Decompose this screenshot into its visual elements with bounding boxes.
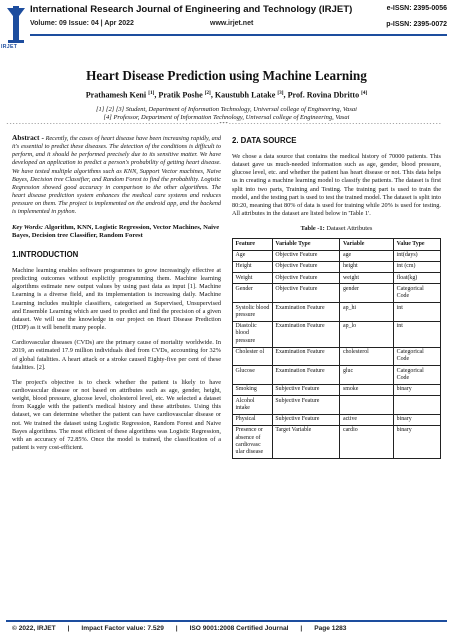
table-row	[233, 396, 441, 415]
table-cell: Categorical Code	[394, 284, 441, 303]
table-row	[233, 425, 441, 458]
table-cell: Diastolic blood pressure	[233, 321, 273, 347]
table-cell: gluc	[340, 366, 394, 385]
right-column	[232, 134, 441, 459]
table-row	[233, 414, 441, 425]
table-cell: Objective Feature	[272, 250, 340, 261]
table-cell: active	[340, 414, 394, 425]
table-cell: Gender	[233, 284, 273, 303]
affiliation-professor: [4] Professor, Department of Information Technology, Universal college of Engineering, Vasai	[103, 114, 350, 121]
table-cell: binary	[394, 425, 441, 458]
table-cell: Examination Feature	[272, 321, 340, 347]
column-header-feature: Feature	[233, 239, 273, 250]
section-heading-introduction: 1.INTRODUCTION	[12, 249, 79, 259]
table-cell: Subjective Feature	[272, 384, 340, 395]
abstract-label: Abstract -	[12, 133, 44, 142]
footer-page-number: Page 1283	[314, 625, 347, 632]
footer-rule	[6, 620, 447, 622]
table-cell	[340, 396, 394, 415]
table-cell: float(kg)	[394, 273, 441, 284]
table-row	[233, 261, 441, 272]
table-cell: weight	[340, 273, 394, 284]
dataset-attributes-table	[232, 238, 441, 459]
table-cell: height	[340, 261, 394, 272]
footer-divider: |	[67, 625, 70, 632]
irjet-logo-icon	[6, 4, 26, 48]
table-cell: binary	[394, 384, 441, 395]
table-cell: gender	[340, 284, 394, 303]
logo-text: IRJET	[1, 44, 18, 50]
intro-paragraph: Cardiovascular diseases (CVDs) are the primary cause of mortality worldwide. In 2019, an estimated 17.9 million individuals died from CVDs, accounting for 32% of global fatalities. A heart attack or a stroke caused Eighty-five per cent of these fatalities. [2].	[12, 339, 221, 371]
table-cell: Smoking	[233, 384, 273, 395]
keywords	[12, 224, 221, 240]
table-row	[233, 347, 441, 366]
table-cell: smoke	[340, 384, 394, 395]
table-cell: Alcohol intake	[233, 396, 273, 415]
table-cell: int (cm)	[394, 261, 441, 272]
table-cell: Objective Feature	[272, 261, 340, 272]
intro-paragraph: Machine learning enables software programmes to grow increasingly effective at predicting outcomes without explicitly programming them. Machine learning algorithms estimate new output values by using past data as input [1]. Machine Learning is a diverse field, and its implementation is increasing daily. Machine Learning includes multiple classifiers, categorised as Supervised, Unsupervised and Ensemble Learning which are used to predict and find the precision of a given dataset. We will use the knowledge in our project on Heart Disease Prediction (HDP) as it will benefit many people.	[12, 266, 221, 332]
table-cell: ap_lo	[340, 321, 394, 347]
table-cell: Physical	[233, 414, 273, 425]
data-source-paragraph: We chose a data source that contains the medical history of 70000 patients. This dataset gave us much-needed information such as age, gender, blood pressure, glucose level, etc. and whether the patient has heart disease or not. This data helps us in creating a machine learning model to classify the patients. The dataset is first split into two parts, Training and Testing. The training part is used to train the model, and the testing part is used to test the trained model. The dataset is split into 80:20, meaning that 80% of data is used for training while 20% is used for testing. All attributes in the dataset are listed below in 'Table 1'.	[232, 153, 441, 218]
table-row	[233, 384, 441, 395]
column-header-variable-type: Variable Type	[272, 239, 340, 250]
intro-paragraph: The project's objective is to check whether the patient is likely to have cardiovascular disease or not based on attributes such as age, gender, height, weight, blood pressure, glucose level, cholesterol level, etc. We selected a dataset from Kaggle with the patient's medical history and these attributes. Using this dataset, we can determine whether the patient can have cardiovascular disease or not. We trained the dataset using Logistic Regression, Random Forest and Naive Bayes algorithms. The most efficient of these algorithms was Logistic Regression, with an accuracy of 72.85%. Once the model is trained, the classification of a patient is very cost-efficient.	[12, 378, 221, 452]
table-cell: Examination Feature	[272, 366, 340, 385]
authors: Prathamesh Keni [1], Pratik Poshe [2], Kaustubh Latake [3], Prof. Rovina Dbritto [4]	[85, 90, 368, 100]
table-row	[233, 321, 441, 347]
abstract	[12, 134, 221, 217]
footer-impact-factor: Impact Factor value: 7.529	[81, 625, 164, 632]
section-heading-data-source: 2. DATA SOURCE	[232, 136, 297, 145]
header-rule	[30, 34, 447, 36]
table-row	[233, 273, 441, 284]
table-cell: int(days)	[394, 250, 441, 261]
volume-issue: Volume: 09 Issue: 04 | Apr 2022	[30, 20, 134, 27]
table-cell	[394, 396, 441, 415]
eissn: e-ISSN: 2395-0056	[386, 5, 447, 12]
table-cell: Objective Feature	[272, 284, 340, 303]
table-row	[233, 303, 441, 322]
footer	[12, 625, 442, 632]
table-row	[233, 284, 441, 303]
table-cell: ap_hi	[340, 303, 394, 322]
table-caption	[232, 225, 441, 232]
table-cell: Categorical Code	[394, 366, 441, 385]
abstract-text: Recently, the cases of heart disease have been increasing rapidly, and it's essential to predict these diseases. The detection of the conditions is difficult to perform, and it should be performed precisely due to its sensitive matter. We have developed an application to predict a person's probability of getting heart disease. We have tested multiple algorithms such as KNN, Support Vector machines, Naive Bayes, Decision tree Classifier, and Random Forest to find the probability. Logistic Regression showed good accuracy in comparison to the other algorithms. The heart disease prediction system enhances the medical care systems and reduces pressure on them. The project is implemented on the android app, and the backend is implemented in python.	[12, 135, 221, 216]
journal-title: International Research Journal of Engineering and Technology (IRJET)	[30, 4, 353, 15]
pissn: p-ISSN: 2395-0072	[386, 21, 447, 28]
table-cell: Subjective Feature	[272, 396, 340, 415]
table-cell: Objective Feature	[272, 273, 340, 284]
journal-website[interactable]: www.irjet.net	[210, 20, 254, 27]
table-cell: Cholester ol	[233, 347, 273, 366]
table-cell: Examination Feature	[272, 347, 340, 366]
keywords-label: Key Words:	[12, 223, 44, 231]
left-column	[12, 134, 221, 459]
table-cell: Systolic blood pressure	[233, 303, 273, 322]
journal-header	[0, 0, 453, 56]
affiliation-students: [1] [2] [3] Student, Department of Information Technology, Universal college of Engineering, Vasai	[95, 106, 357, 113]
table-cell: binary	[394, 414, 441, 425]
footer-divider: |	[175, 625, 178, 632]
table-caption-label: Table -1:	[300, 225, 325, 233]
table-cell: age	[340, 250, 394, 261]
table-caption-text: Dataset Attributes	[324, 225, 373, 233]
separator: ---------------------------------------------------------------------***---------------------------------------------------------------------	[6, 122, 442, 127]
paper-title: Heart Disease Prediction using Machine Learning	[86, 68, 367, 83]
table-cell: Target Variable	[272, 425, 340, 458]
table-cell: cardio	[340, 425, 394, 458]
table-cell: Presence or absence of cardiovasc ular disease	[233, 425, 273, 458]
footer-copyright: © 2022, IRJET	[12, 625, 56, 632]
footer-iso: ISO 9001:2008 Certified Journal	[189, 625, 289, 632]
table-row	[233, 250, 441, 261]
table-row	[233, 366, 441, 385]
table-cell: Age	[233, 250, 273, 261]
table-cell: Weight	[233, 273, 273, 284]
column-header-value-type: Value Type	[394, 239, 441, 250]
table-cell: Subjective Feature	[272, 414, 340, 425]
table-cell: Categorical Code	[394, 347, 441, 366]
footer-divider: |	[300, 625, 303, 632]
table-cell: cholesterol	[340, 347, 394, 366]
table-cell: int	[394, 303, 441, 322]
table-cell: Examination Feature	[272, 303, 340, 322]
table-header-row	[233, 239, 441, 250]
column-header-variable: Variable	[340, 239, 394, 250]
table-cell: int	[394, 321, 441, 347]
keywords-text: Algorithm, KNN, Logistic Regression, Vector Machines, Naive Bayes, Decision tree Classifier, Random Forest	[12, 223, 220, 239]
table-cell: Glucose	[233, 366, 273, 385]
table-cell: Height	[233, 261, 273, 272]
